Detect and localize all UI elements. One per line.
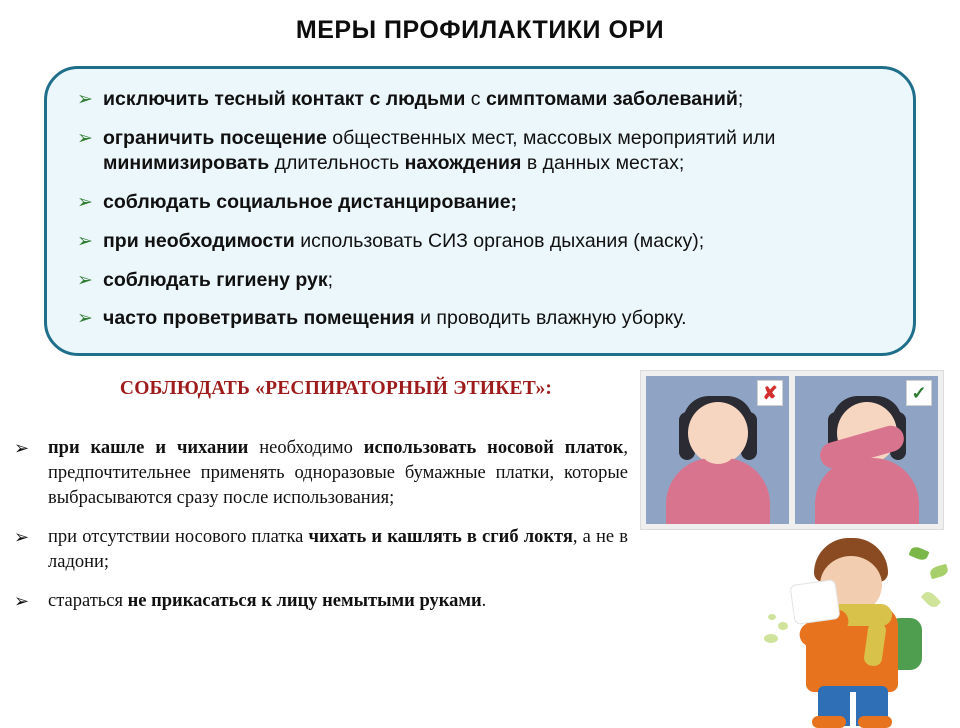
arrow-bullet-icon: ➢ — [14, 438, 30, 458]
text-run-bold: при необходимости — [103, 229, 301, 252]
image-sneeze-into-hands — [646, 376, 789, 524]
arrow-bullet-icon: ➢ — [77, 127, 93, 149]
prevention-measures-box — [44, 66, 916, 356]
text-run: при отсутствии носового платка — [48, 526, 309, 547]
etiquette-list — [14, 436, 628, 628]
text-run: с — [470, 88, 486, 110]
legs-split — [850, 692, 856, 726]
cross-mark-icon: ✘ — [757, 380, 783, 406]
etiquette-item-text — [48, 436, 628, 511]
shoe-icon — [812, 716, 846, 728]
text-run: ; — [327, 268, 334, 291]
measure-item — [73, 268, 887, 294]
arrow-bullet-icon: ➢ — [77, 269, 93, 291]
text-run: использовать СИЗ органов дыхания (маску); — [300, 229, 705, 252]
leaf-icon — [929, 564, 949, 580]
measure-item-text — [103, 126, 887, 177]
text-run-bold: ограничить посещение — [103, 126, 333, 149]
shoe-icon — [858, 716, 892, 728]
page-title: МЕРЫ ПРОФИЛАКТИКИ ОРИ — [295, 16, 665, 44]
text-run: и проводить влажную уборку. — [420, 307, 687, 330]
etiquette-item-text — [48, 525, 628, 575]
measure-item — [73, 306, 887, 332]
etiquette-item — [14, 525, 628, 575]
text-run-bold: при кашле и чихании — [48, 438, 260, 458]
text-run-bold: соблюдать гигиену рук — [103, 268, 328, 291]
body-icon — [666, 458, 770, 524]
etiquette-item-text — [48, 589, 628, 614]
measure-item — [73, 87, 887, 113]
boy-sneezing-illustration — [762, 530, 952, 720]
droplet-icon — [768, 614, 776, 620]
hands-icon — [701, 438, 735, 464]
text-run-bold: соблюдать социальное дистанцирование; — [103, 191, 518, 214]
arrow-bullet-icon: ➢ — [14, 526, 30, 547]
text-run-bold: часто проветривать помещения — [103, 307, 421, 330]
etiquette-heading: СОБЛЮДАТЬ «РЕСПИРАТОРНЫЙ ЭТИКЕТ»: — [119, 378, 553, 399]
measure-item-text — [103, 306, 687, 332]
text-run: необходимо — [259, 438, 364, 458]
text-run: ; — [737, 88, 744, 110]
text-run-bold: нахождения — [404, 152, 527, 175]
text-run: , предпочтительнее применять одноразовые бумажные платки, которые выбрасываются сразу после использования; — [48, 438, 628, 508]
leaf-icon — [909, 545, 930, 562]
droplet-icon — [764, 634, 778, 643]
tissue-icon — [789, 579, 840, 625]
measure-item — [73, 190, 887, 216]
image-sneeze-into-elbow — [795, 376, 938, 524]
text-run-bold: исключить тесный контакт с людьми — [103, 88, 471, 110]
text-run-bold: минимизировать — [103, 152, 275, 175]
text-run: , а не в ладони; — [48, 526, 629, 572]
text-run-bold: использовать носовой платок — [363, 438, 624, 458]
measure-item-text — [103, 268, 333, 294]
measure-item-text — [103, 229, 704, 255]
check-mark-icon: ✓ — [906, 380, 932, 406]
text-run-bold: симптомами заболеваний — [485, 88, 738, 110]
arrow-bullet-icon: ➢ — [77, 192, 93, 214]
measure-item-text — [103, 190, 517, 216]
measure-item — [73, 126, 887, 177]
arrow-bullet-icon: ➢ — [77, 89, 93, 110]
text-run: в данных местах; — [526, 152, 685, 175]
measure-item-text — [103, 87, 743, 113]
etiquette-item — [14, 436, 628, 511]
etiquette-item — [14, 589, 628, 614]
measure-item — [73, 229, 887, 255]
respiratory-etiquette-images — [640, 370, 944, 530]
text-run: . — [481, 590, 487, 611]
arrow-bullet-icon: ➢ — [77, 308, 93, 330]
text-run-bold: не прикасаться к лицу немытыми руками — [127, 590, 482, 611]
text-run: длительность — [274, 152, 405, 175]
text-run-bold: чихать и кашлять в сгиб локтя — [308, 526, 573, 547]
droplet-icon — [778, 622, 788, 630]
text-run: общественных мест, массовых мероприятий или — [332, 126, 776, 149]
arrow-bullet-icon: ➢ — [77, 230, 93, 252]
leaf-icon — [921, 589, 941, 610]
arrow-bullet-icon: ➢ — [14, 590, 30, 611]
text-run: стараться — [48, 590, 128, 611]
measures-list — [73, 87, 887, 332]
